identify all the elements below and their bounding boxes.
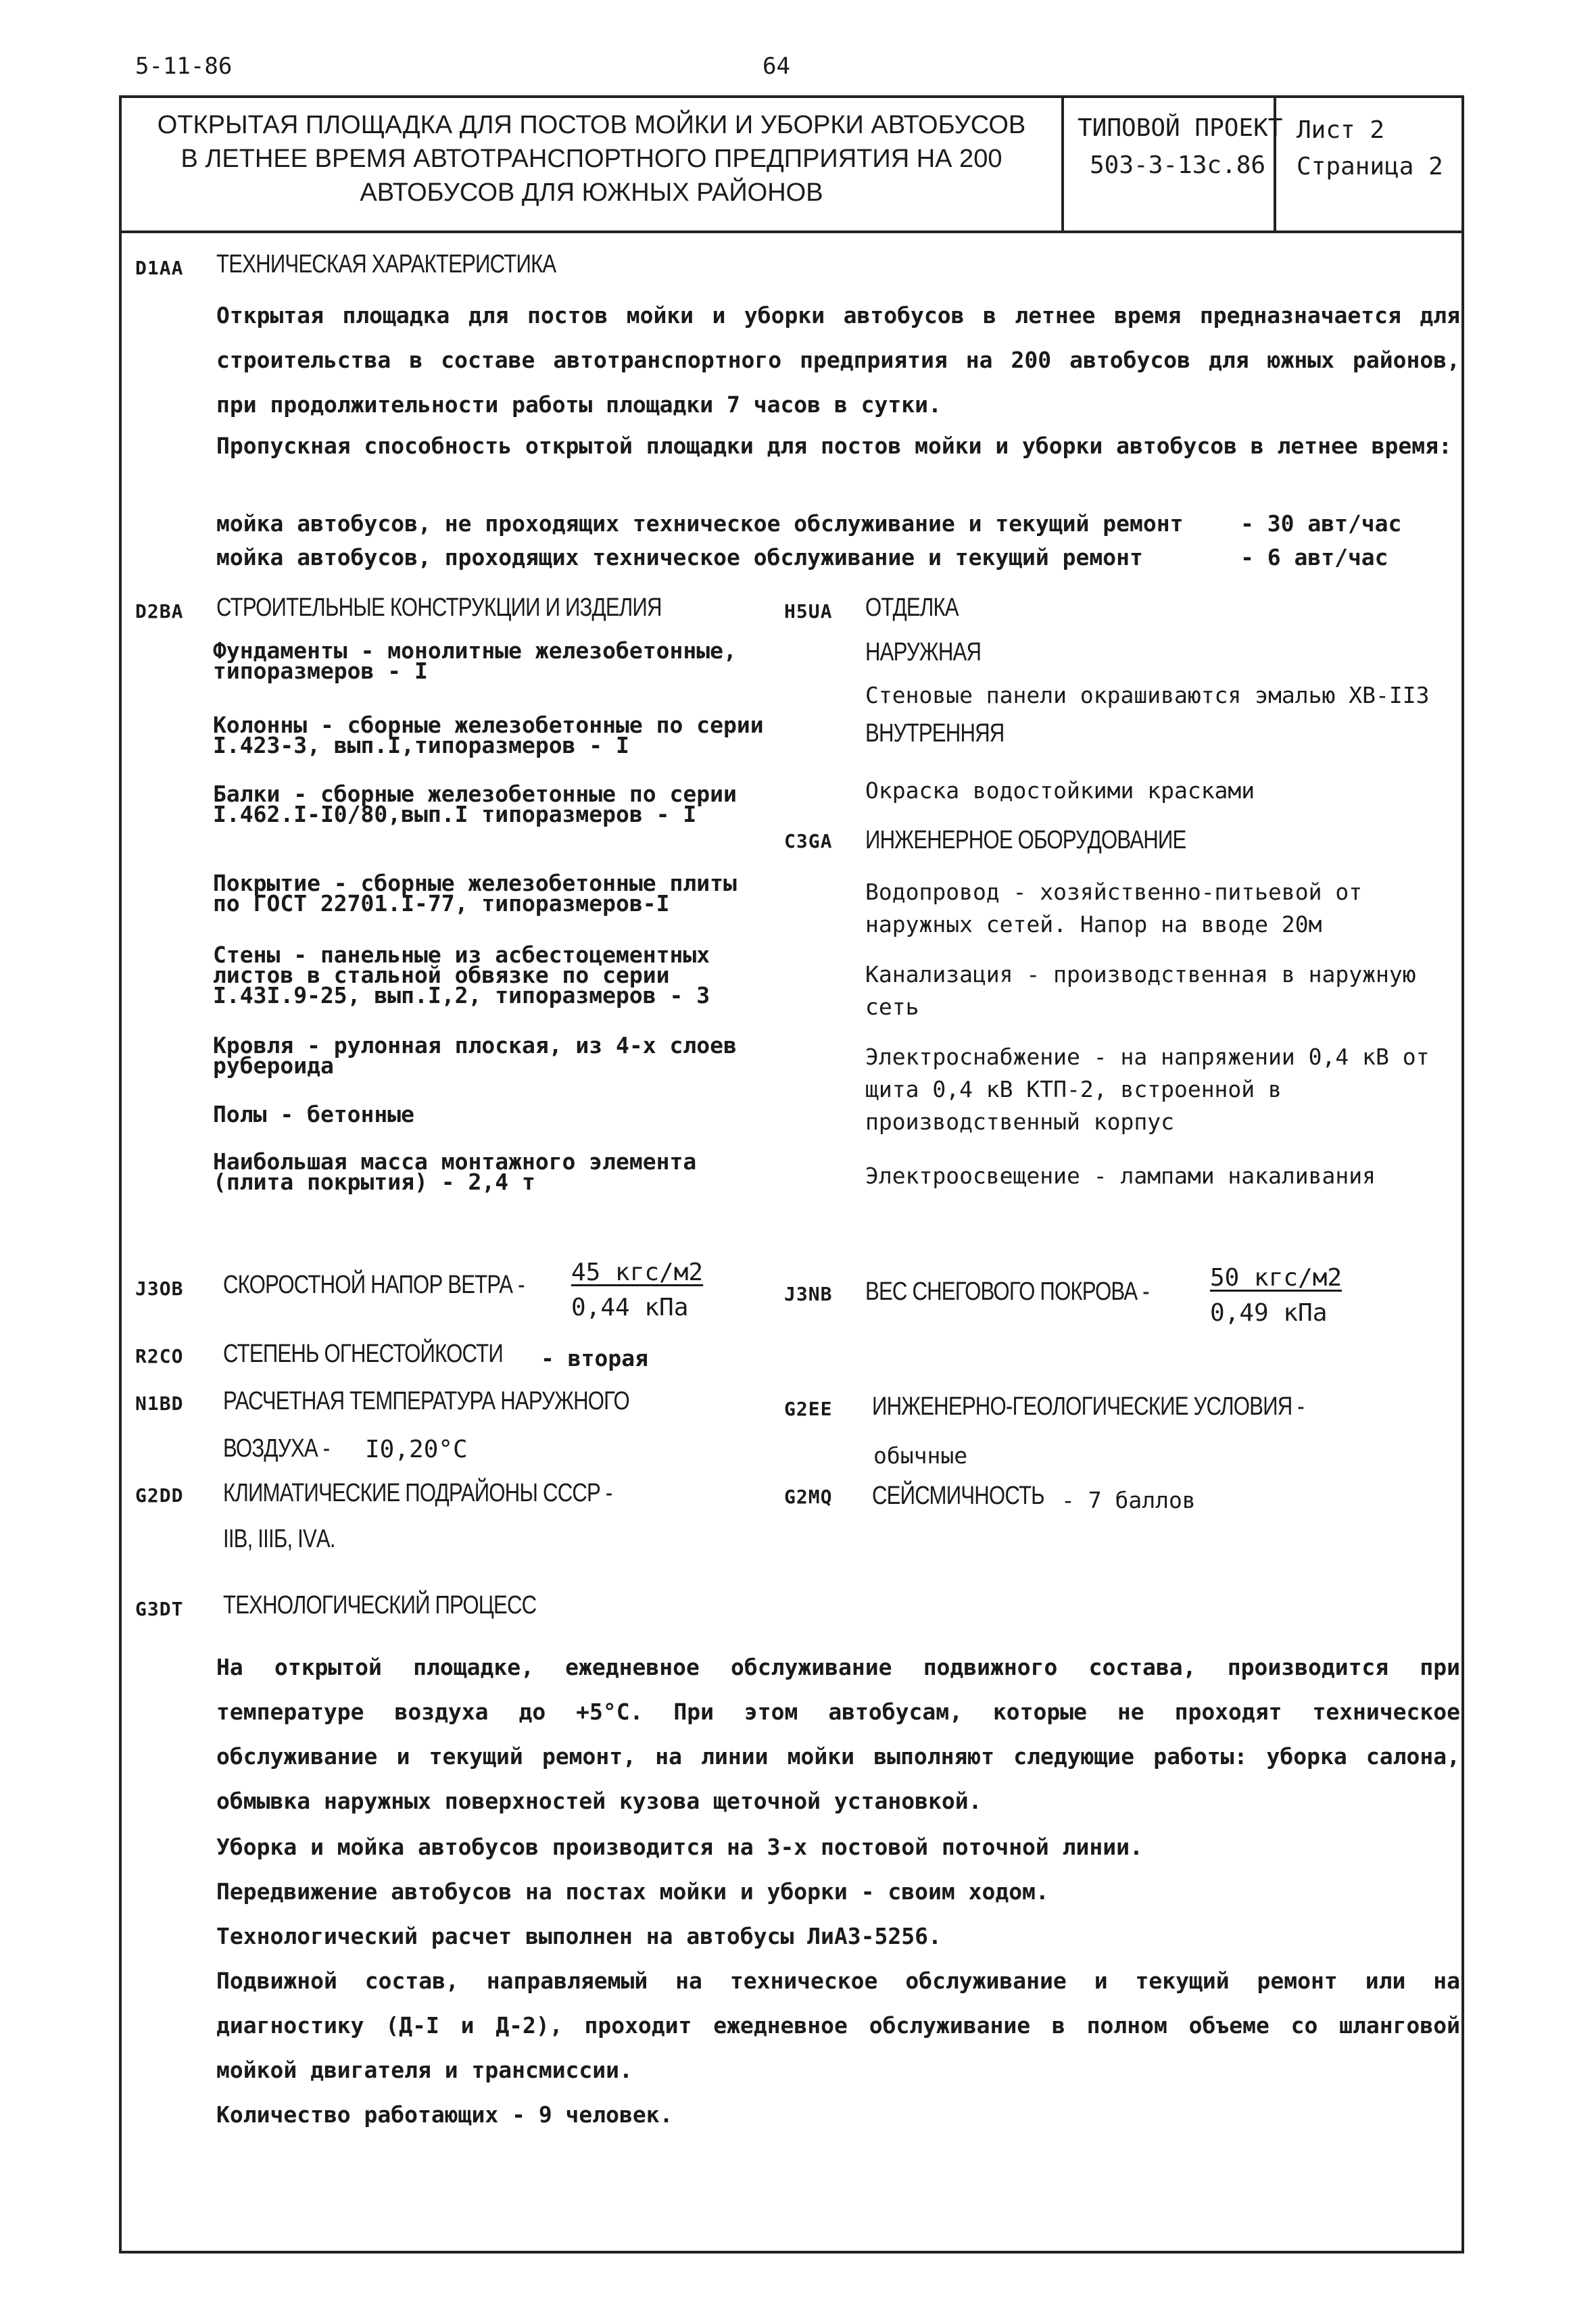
header-divider [119, 230, 1464, 233]
finish-inner-title: ВНУТРЕННЯЯ [865, 719, 1005, 748]
design-temp-value: I0,20°С [365, 1436, 468, 1463]
page-number: 64 [763, 53, 790, 80]
project-label: ТИПОВОЙ ПРОЕКТ [1078, 114, 1283, 142]
title-line-2: В ЛЕТНЕЕ ВРЕМЯ АВТОТРАНСПОРТНОГО ПРЕДПРИЯТИЯ НА 200 [180, 145, 1002, 173]
construction-item: Наибольшая масса монтажного элемента (плита покрытия) - 2,4 т [213, 1148, 697, 1195]
design-temp-label: РАСЧЕТНАЯ ТЕМПЕРАТУРА НАРУЖНОГО [223, 1387, 629, 1415]
process-paragraph-3: Передвижение автобусов на постах мойки и уборки - своим ходом. [216, 1878, 1049, 1905]
engineering-item: Электроосвещение - лампами накаливания [865, 1163, 1376, 1189]
param-code: G2MQ [784, 1486, 833, 1508]
geo-conditions-value: обычные [873, 1442, 968, 1469]
title-line-1: ОТКРЫТАЯ ПЛОЩАДКА ДЛЯ ПОСТОВ МОЙКИ И УБОРКИ АВТОБУСОВ [157, 111, 1026, 139]
section-title: ОТДЕЛКА [865, 593, 959, 622]
finish-inner-text: Окраска водостойкими красками [865, 777, 1255, 804]
construction-item: Фундаменты - монолитные железобетонные, типоразмеров - I [213, 637, 737, 684]
finish-outer-text: Стеновые панели окрашиваются эмалью ХВ-II3 [865, 682, 1430, 708]
process-paragraph-5: Подвижной состав, направляемый на техническое обслуживание и текущий ремонт или на диагностику (Д-I и Д-2), проходит ежедневное обслуживание в полном объеме со шланговой мойкой двигателя и трансмиссии. [216, 1968, 1460, 2083]
section-code: D2BA [135, 600, 184, 623]
param-code: G2EE [784, 1398, 833, 1420]
climate-value: IIВ, IIIБ, IVА. [223, 1525, 335, 1553]
param-code: J3NB [784, 1283, 833, 1305]
wind-load-label: СКОРОСТНОЙ НАПОР ВЕТРА - [223, 1271, 525, 1299]
snow-load-numerator: 50 кгс/м2 [1210, 1264, 1343, 1292]
throughput-row-2-text: мойка автобусов, проходящих техническое обслуживание и текущий ремонт [216, 544, 1143, 570]
fire-resistance-value: - вторая [541, 1345, 648, 1371]
section-title: ТЕХНИЧЕСКАЯ ХАРАКТЕРИСТИКА [216, 250, 556, 278]
engineering-item: Канализация - производственная в наружную сеть [865, 961, 1416, 1020]
document-title [128, 108, 1055, 210]
engineering-item: Электроснабжение - на напряжении 0,4 кВ от щита 0,4 кВ КТП-2, встроенной в производственный корпус [865, 1044, 1430, 1135]
param-code: R2CO [135, 1345, 184, 1367]
tech-paragraph-1: Открытая площадка для постов мойки и уборки автобусов в летнее время предназначается для строительства в составе автотранспортного предприятия на 200 автобусов для южных районов, при продолжительности работы площадки 7 часов в сутки. [216, 302, 1460, 418]
param-code: J3OB [135, 1277, 184, 1300]
construction-item: Стены - панельные из асбестоцементных листов в стальной обвязке по серии I.43I.9-25, вып.I,2, типоразмеров - 3 [213, 942, 710, 1008]
sheet-label: Лист 2 [1297, 116, 1385, 144]
seismic-label: СЕЙСМИЧНОСТЬ [872, 1482, 1044, 1510]
wind-load-numerator: 45 кгс/м2 [571, 1259, 704, 1286]
design-temp-label-2: ВОЗДУХА - [223, 1434, 330, 1463]
section-code: G3DT [135, 1598, 184, 1620]
throughput-row-1-text: мойка автобусов, не проходящих техническое обслуживание и текущий ремонт [216, 510, 1184, 537]
construction-item: Колонны - сборные железобетонные по серии I.423-3, вып.I,типоразмеров - I [213, 712, 764, 758]
section-code: H5UA [784, 600, 833, 623]
geo-conditions-label: ИНЖЕНЕРНО-ГЕОЛОГИЧЕСКИЕ УСЛОВИЯ - [872, 1392, 1304, 1421]
climate-label: КЛИМАТИЧЕСКИЕ ПОДРАЙОНЫ СССР - [223, 1479, 612, 1507]
header-vdivider-1 [1061, 95, 1064, 232]
construction-item: Покрытие - сборные железобетонные плиты по ГОСТ 22701.I-77, типоразмеров-I [213, 870, 737, 917]
construction-item: Полы - бетонные [213, 1101, 415, 1127]
project-number: 503-3-13с.86 [1090, 151, 1266, 179]
process-paragraph-4: Технологический расчет выполнен на автобусы ЛиАЗ-5256. [216, 1923, 942, 1949]
section-title: ИНЖЕНЕРНОЕ ОБОРУДОВАНИЕ [865, 826, 1186, 854]
fire-resistance-label: СТЕПЕНЬ ОГНЕСТОЙКОСТИ [223, 1340, 503, 1368]
finish-outer-title: НАРУЖНАЯ [865, 638, 982, 666]
title-line-3: АВТОБУСОВ ДЛЯ ЮЖНЫХ РАЙОНОВ [360, 178, 823, 207]
page-label: Страница 2 [1297, 153, 1443, 180]
construction-item: Кровля - рулонная плоская, из 4-х слоев рубероида [213, 1032, 737, 1079]
snow-load-label: ВЕС СНЕГОВОГО ПОКРОВА - [865, 1277, 1149, 1306]
throughput-row-1-value: - 30 авт/час [1240, 510, 1402, 537]
section-code: D1AA [135, 257, 184, 279]
process-paragraph-6: Количество работающих - 9 человек. [216, 2101, 673, 2128]
snow-load-denominator: 0,49 кПа [1210, 1299, 1328, 1327]
process-paragraph-1: На открытой площадке, ежедневное обслуживание подвижного состава, производится при температуре воздуха до +5°С. При этом автобусам, которые не проходят техническое обслуживание и текущий ремонт, на линии мойки выполняют следующие работы: уборка салона, обмывка наружных поверхностей кузова щеточной установкой. [216, 1654, 1460, 1814]
section-title: ТЕХНОЛОГИЧЕСКИЙ ПРОЦЕСС [223, 1591, 537, 1619]
param-code: N1BD [135, 1392, 184, 1415]
document-code: 5-11-86 [135, 53, 233, 80]
section-code: C3GA [784, 830, 833, 852]
seismic-value: - 7 баллов [1061, 1487, 1196, 1513]
process-paragraph-2: Уборка и мойка автобусов производится на 3-х постовой поточной линии. [216, 1834, 1143, 1860]
section-title: СТРОИТЕЛЬНЫЕ КОНСТРУКЦИИ И ИЗДЕЛИЯ [216, 593, 662, 622]
tech-paragraph-2: Пропускная способность открытой площадки для постов мойки и уборки автобусов в летнее время: [216, 433, 1452, 459]
construction-item: Балки - сборные железобетонные по серии I.462.I-I0/80,вып.I типоразмеров - I [213, 781, 737, 827]
engineering-item: Водопровод - хозяйственно-питьевой от наружных сетей. Напор на вводе 20м [865, 879, 1363, 937]
wind-load-denominator: 0,44 кПа [571, 1294, 689, 1321]
throughput-row-2-value: - 6 авт/час [1240, 544, 1388, 570]
param-code: G2DD [135, 1484, 184, 1507]
